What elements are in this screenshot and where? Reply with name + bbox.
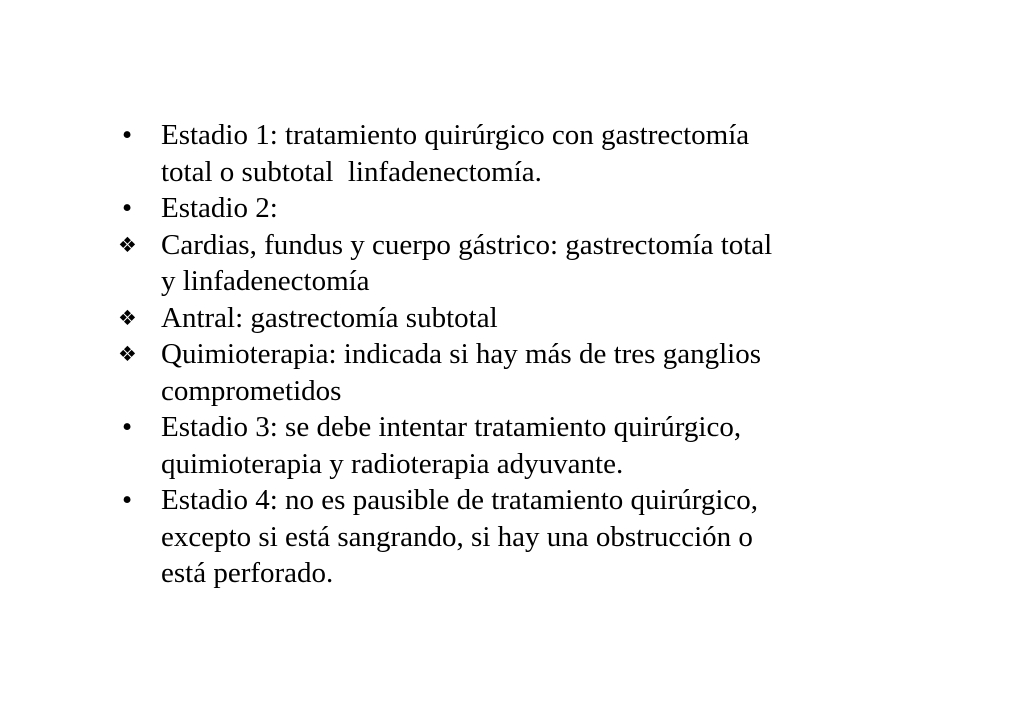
list-item-estadio-3	[118, 409, 898, 482]
text-line: Estadio 3: se debe intentar tratamiento quirúrgico,	[161, 411, 742, 443]
text-line: Estadio 4: no es pausible de tratamiento quirúrgico,	[161, 484, 759, 516]
bullet-dot-icon: •	[122, 411, 133, 443]
list-item-text	[161, 482, 898, 592]
list-item-estadio-2	[118, 190, 898, 227]
text-line: quimioterapia y radioterapia adyuvante.	[161, 447, 624, 480]
text-line: Quimioterapia: indicada si hay más de tres ganglios	[161, 338, 761, 370]
diamond-bullet-icon: ❖	[118, 305, 137, 330]
list-item-cardias	[118, 227, 898, 300]
list-item-text	[161, 227, 898, 300]
list-item-quimioterapia	[118, 336, 898, 409]
bullet-dot-icon: •	[122, 484, 133, 516]
text-line: comprometidos	[161, 374, 342, 407]
list-item-text	[161, 117, 898, 190]
text-line: Antral: gastrectomía subtotal	[161, 301, 498, 334]
text-line: y linfadenectomía	[161, 265, 370, 297]
list-item-text	[161, 409, 898, 482]
text-line: está perforado.	[161, 557, 334, 589]
bullet-list	[118, 117, 898, 592]
list-item-estadio-1	[118, 117, 898, 190]
list-item-text	[161, 190, 898, 227]
text-line: Estadio 2:	[161, 192, 278, 224]
bullet-dot-icon: •	[122, 192, 133, 224]
diamond-bullet-icon: ❖	[118, 232, 137, 257]
diamond-bullet-icon: ❖	[118, 342, 137, 366]
list-item-antral	[118, 300, 898, 337]
list-item-text	[161, 336, 898, 409]
text-line: excepto si está sangrando, si hay una obstrucción o	[161, 520, 753, 553]
list-item-estadio-4	[118, 482, 898, 592]
text-line: total o subtotal linfadenectomía.	[161, 155, 542, 188]
list-item-text	[161, 300, 898, 337]
text-line: Cardias, fundus y cuerpo gástrico: gastrectomía total	[161, 228, 773, 261]
text-line: Estadio 1: tratamiento quirúrgico con gastrectomía	[161, 119, 750, 151]
bullet-dot-icon: •	[122, 119, 133, 151]
